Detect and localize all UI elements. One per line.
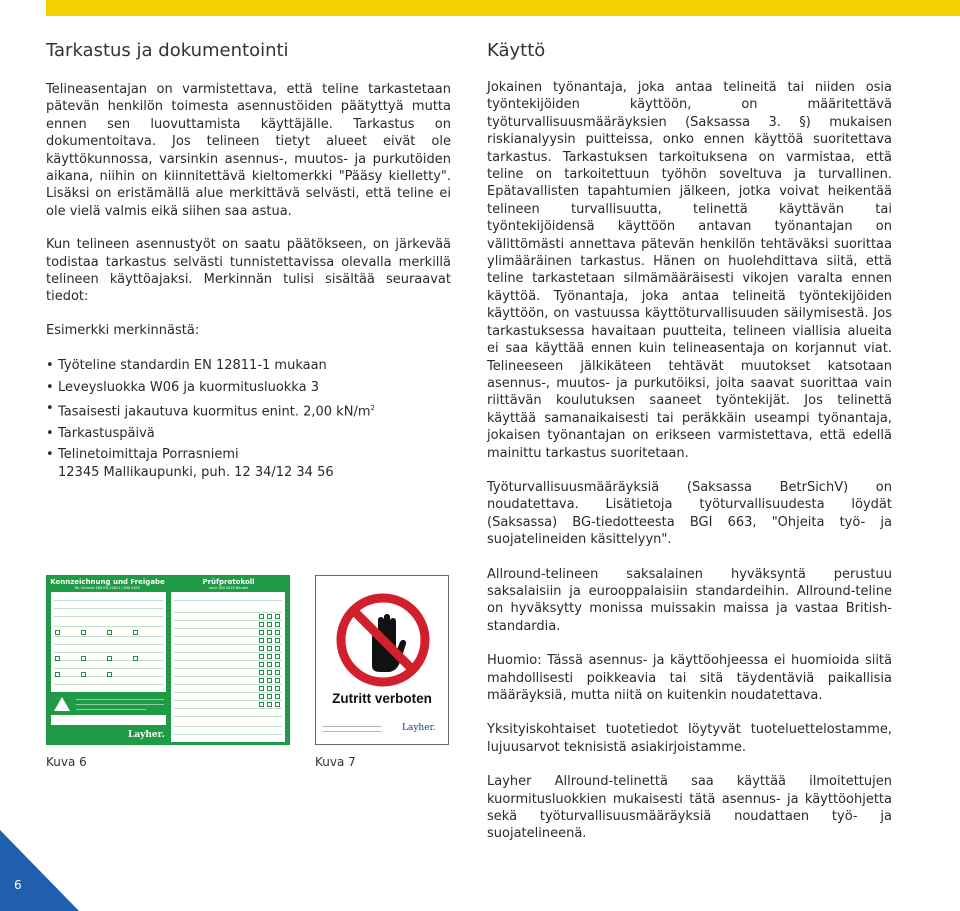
superscript: 2 [370,404,375,413]
top-accent-bar [46,0,960,16]
list-item: • Tarkastuspäivä [46,425,451,442]
right-column [487,40,892,843]
figure-7-caption: Kuva 7 [315,755,356,769]
usage-paragraph-1: Jokainen työnantaja, joka antaa telineitä tai niiden osia työntekijöiden käyttöön, on määritettävä työturvallisuusmääräyksien (Saksassa 3. §) mukaisen riskianalyysin puitteissa, onko ennen käyttöä suoritettava tarkastus. Tarkastuksen tarkoituksena on varmistaa, että teline on tarkoitettuun työhön soveltuva ja turvallinen. Epätavallisten tapahtumien jälkeen, jotka voivat heikentää telineen turvallisuutta, telinettä käyttävän tai työntekijöidensä käyttöön antavan työnantajan on välittömästi annettava pätevän henkilön tehtäväksi suorittaa ylimääräinen tarkastus. Hänen on huolehdittava siitä, että teline tarkastetaan silmämääräisesti vikojen varalta ennen käyttöä. Työnantaja, joka antaa telineitä työntekijöiden käyttöön, on vastuussa käyttöturvallisuuden säilymisestä. Jos tarkastuksessa havaitaan puutteita, telineen viallisia alueita ei saa käyttää ennen kuin telineasentaja on korjannut viat. Telineeseen jälkikäteen tehtävät muutokset katsotaan asennus-, muutos- ja purkutöiksi, joita saavat suorittaa vain riittävän koulutuksen saaneet työntekijät. Jos telinettä käyttää samanaikaisesti tai peräkkäin useampi työnantaja, jokaisen työnantajan on erikseen varmistettava, että edellä mainittu tarkastus suoritetaan. [487,80,892,461]
no-entry-sign-figure [315,575,449,745]
no-entry-hand-icon [328,590,438,690]
form-right-panel [171,592,285,742]
list-item: • Leveysluokka W06 ja kuormitusluokka 3 [46,379,451,396]
example-label: Esimerkki merkinnästä: [46,322,200,338]
usage-paragraph-6: Layher Allround-telinettä saa käyttää ilmoitettujen kuormitusluokkien mukaisesti tätä asennus- ja käyttöohjetta sekä työturvallisuusmääräyksiä noudattaen työ- ja suojatelineenä. [487,774,892,842]
left-column [46,40,451,481]
corner-triangle [0,830,79,911]
layher-logo: Layher. [128,730,165,740]
usage-paragraph-4: Huomio: Tässä asennus- ja käyttöohjeessa ei huomioida siitä mahdollisesti poikkeavia tai sitä täydentäviä paikallisia määräyksiä, mutta niitä on kuitenkin noudatettava. [487,653,892,703]
inspection-paragraph-1: Telineasentajan on varmistettava, että teline tarkastetaan pätevän henkilön toimesta asennustöiden päätyttyä mutta ennen sen luovuttamista käyttäjälle. Tarkastus on dokumentoitava. Jos telineen tietyt alueet eivät ole käyttökunnossa, varsinkin asennus-, muutos- ja purkutöiden aikana, niihin on kiinnitettävä kieltomerkki "Pääsy kielletty". Lisäksi on eristämällä alue merkittävä selvästi, että teline ei ole vielä valmis eikä siihen saa astua. [46,82,451,219]
warning-triangle-icon [54,697,70,711]
form-left-subtitle: für Gerüste DIN EN 12811 / DIN 4420 [74,586,141,590]
form-right-title: Prüfprotokoll [202,578,255,586]
form-left-title: Kennzeichnung und Freigabe [50,578,165,586]
list-item: • Telinetoimittaja Porrasniemi 12345 Mallikaupunki, puh. 12 34/12 34 56 [46,446,451,481]
layher-logo: Layher. [402,723,436,733]
list-item: • Työteline standardin EN 12811-1 mukaan [46,357,451,374]
section-heading-usage: Käyttö [487,40,546,61]
figure-6-caption: Kuva 6 [46,755,87,769]
sign-text: Zutritt verboten [332,691,432,706]
inspection-paragraph-2: Kun telineen asennustyöt on saatu päätökseen, on järkevää todistaa tarkastus selvästi tunnistettavissa olevalla merkillä telineen käyttöajaksi. Merkinnän tulisi sisältää seuraavat tiedot: [46,237,451,305]
marking-bullet-list [46,357,451,481]
form-left-footer-field [51,715,166,725]
usage-paragraph-3: Allround-telineen saksalainen hyväksyntä perustuu saksalaisiin ja eurooppalaisiin standardeihin. Allround-teline on hyväksytty monissa muissakin maissa ja vastaa British-standardia. [487,566,892,634]
page-number: 6 [14,878,22,892]
form-right-subtitle: nach DIN 4420 Bauteil [208,586,249,590]
section-heading-inspection: Tarkastus ja dokumentointi [46,40,289,61]
usage-paragraph-2: Työturvallisuusmääräyksiä (Saksassa BetrSichV) on noudatettava. Lisätietoja työturvallisuudesta löydät (Saksassa) BG-tiedotteesta BGI 663, "Ohjeita työ- ja suojatelineiden käsittelyyn". [487,479,892,548]
usage-paragraph-5: Yksityiskohtaiset tuotetiedot löytyvät tuoteluettelostamme, lujuusarvot teknisistä asiakirjoistamme. [487,722,892,755]
list-item: • Tasaisesti jakautuva kuormitus enint. 2,00 $kN/m^2$ [46,400,451,421]
form-left-panel [51,592,166,692]
inspection-form-figure [46,575,290,745]
